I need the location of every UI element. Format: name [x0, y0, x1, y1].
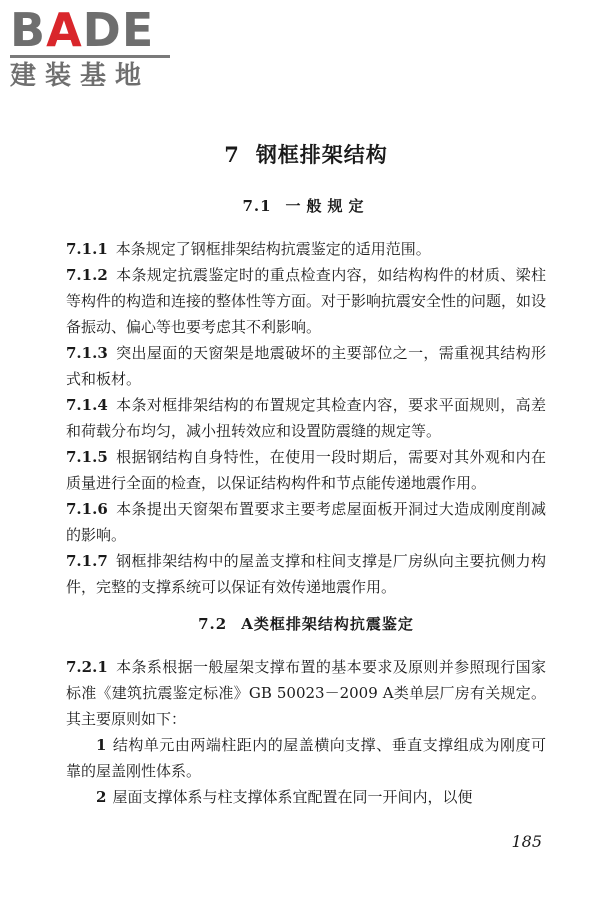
logo-subtitle: 建装基地: [10, 61, 151, 91]
logo-wordmark: BADE: [10, 3, 155, 57]
list-item: 2 屋面支撑体系与柱支撑体系宜配置在同一开间内，以便: [96, 788, 473, 806]
page-number: 185: [511, 832, 542, 851]
list-item: 1 结构单元由两端柱距内的屋盖横向支撑、垂直支撑组成为刚度可靠的屋盖刚性体系。: [66, 736, 546, 780]
section-title-7-1: [66, 196, 546, 216]
chapter-title-text: 钢框排架结构: [255, 142, 388, 167]
chapter-title: [66, 142, 546, 168]
clause-7-1-4: 7.1.4 本条对框排架结构的布置规定其检查内容，要求平面规则，高差和荷载分布均匀，减小扭转效应和设置防震缝的规定等。: [66, 396, 546, 440]
clause-7-1-7: 7.1.7 钢框排架结构中的屋盖支撑和柱间支撑是厂房纵向主要抗侧力构件，完整的支撑系统可以保证有效传递地震作用。: [66, 552, 546, 596]
clause-7-1-5: 7.1.5 根据钢结构自身特性，在使用一段时期后，需要对其外观和内在质量进行全面的检查，以保证结构构件和节点能传递地震作用。: [66, 448, 546, 492]
clause-7-1-3: 7.1.3 突出屋面的天窗架是地震破坏的主要部位之一，需重视其结构形式和板材。: [66, 344, 546, 388]
logo: [10, 3, 180, 92]
clause-7-2-1: 7.2.1 本条系根据一般屋架支撑布置的基本要求及原则并参照现行国家标准《建筑抗震鉴定标准》GB 50023－2009 A类单层厂房有关规定。其主要原则如下：: [66, 658, 546, 728]
section-title-7-2: [66, 614, 546, 634]
section-number: 7.2: [198, 615, 228, 633]
section-title-text: 一般规定: [285, 197, 370, 215]
page-content: [66, 142, 546, 810]
spacer: [66, 600, 546, 614]
section-number: 7.1: [242, 197, 272, 215]
clause-7-1-6: 7.1.6 本条提出天窗架布置要求主要考虑屋面板开洞过大造成刚度削减的影响。: [66, 500, 546, 544]
section-title-text: A类框排架结构抗震鉴定: [241, 615, 414, 633]
chapter-number: 7: [224, 142, 240, 167]
clause-7-1-1: 7.1.1 本条规定了钢框排架结构抗震鉴定的适用范围。: [66, 240, 431, 258]
clause-7-1-2: 7.1.2 本条规定抗震鉴定时的重点检查内容，如结构构件的材质、梁柱等构件的构造和连接的整体性等方面。对于影响抗震安全性的问题，如设备振动、偏心等也要考虑其不利影响。: [66, 266, 547, 336]
